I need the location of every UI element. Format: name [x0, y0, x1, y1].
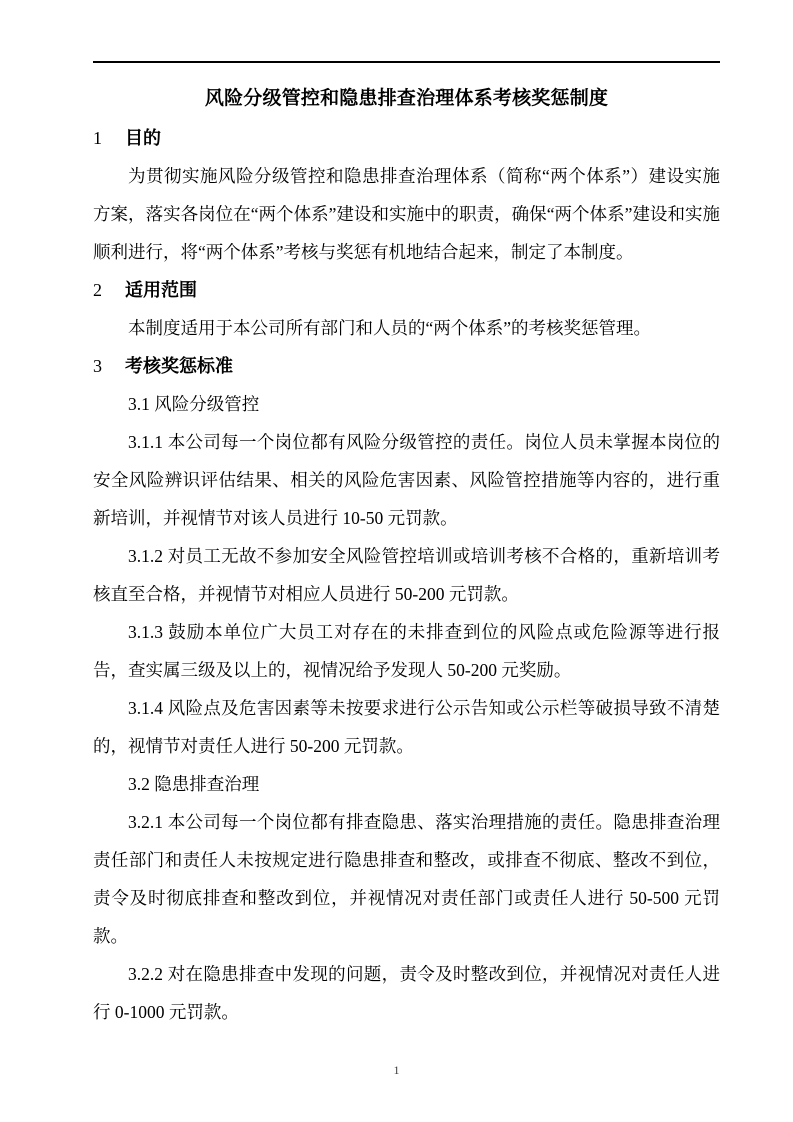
section-1-paragraph: 为贯彻实施风险分级管控和隐患排查治理体系（简称“两个体系”）建设实施方案，落实各岗位在“两个体系”建设和实施中的职责，确保“两个体系”建设和实施顺利进行，将“两个体系”考核与奖惩有机地结合起来，制定了本制度。: [93, 166, 720, 263]
section-title-1: 目的: [125, 128, 161, 149]
clause-3-1-2: 3.1.2 对员工无故不参加安全风险管控培训或培训考核不合格的，重新培训考核直至合格，并视情节对相应人员进行 50-200 元罚款。: [93, 546, 720, 605]
clause-3-1-4: 3.1.4 风险点及危害因素等未按要求进行公示告知或公示栏等破损导致不清楚的，视情节对责任人进行 50-200 元罚款。: [93, 698, 720, 757]
document-body: [93, 84, 720, 1031]
clause-3-2-1: 3.2.1 本公司每一个岗位都有排查隐患、落实治理措施的责任。隐患排查治理责任部门和责任人未按规定进行隐患排查和整改，或排查不彻底、整改不到位，责令及时彻底排查和整改到位，并视情况对责任部门或责任人进行 50-500 元罚款。: [93, 812, 720, 947]
section-number-1: 1: [93, 128, 102, 149]
clause-3-1-1: 3.1.1 本公司每一个岗位都有风险分级管控的责任。岗位人员未掌握本岗位的安全风险辨识评估结果、相关的风险危害因素、风险管控措施等内容的，进行重新培训，并视情节对该人员进行 10-50 元罚款。: [93, 432, 720, 529]
section-heading-3: [93, 347, 720, 385]
section-title-2: 适用范围: [125, 280, 197, 301]
subsection-heading-3-2: 3.2 隐患排查治理: [128, 774, 260, 795]
section-2-paragraph: 本制度适用于本公司所有部门和人员的“两个体系”的考核奖惩管理。: [128, 318, 652, 339]
page-number: 1: [393, 1063, 400, 1077]
clause-3-1-3: 3.1.3 鼓励本单位广大员工对存在的未排查到位的风险点或危险源等进行报告，查实属三级及以上的，视情况给予发现人 50-200 元奖励。: [93, 622, 720, 681]
page-title: 风险分级管控和隐患排查治理体系考核奖惩制度: [204, 88, 609, 109]
section-heading-1: [93, 119, 720, 157]
header-rule: [93, 61, 720, 63]
subsection-heading-3-1: 3.1 风险分级管控: [128, 394, 260, 415]
section-heading-2: [93, 271, 720, 309]
section-number-3: 3: [93, 356, 102, 377]
section-number-2: 2: [93, 280, 102, 301]
clause-3-2-2: 3.2.2 对在隐患排查中发现的问题，责令及时整改到位，并视情况对责任人进行 0-1000 元罚款。: [93, 964, 720, 1023]
section-title-3: 考核奖惩标准: [125, 356, 233, 377]
